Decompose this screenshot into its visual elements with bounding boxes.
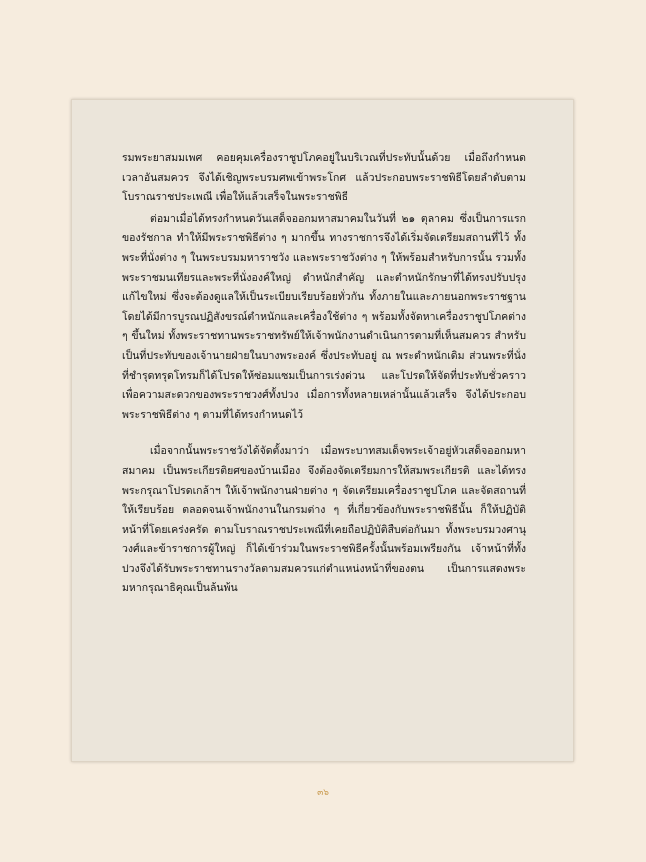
page-number: ๓๖ [317,788,329,798]
paragraph: เมื่อจากนั้นพระราชวังได้จัดตั้งมาว่า เมื่อพระบาทสมเด็จพระเจ้าอยู่หัวเสด็จออกมหาสมาคม เป็นพระเกียรติยศของบ้านเมือง จึงต้องจัดเตรียมการให้สมพระเกียรติ และได้ทรงพระกรุณาโปรดเกล้าฯ ให้เจ้าพนักงานฝ่ายต่าง ๆ จัดเตรียมเครื่องราชูปโภค และจัดสถานที่ให้เรียบร้อย ตลอดจนเจ้าพนักงานในกรมต่าง ๆ ที่เกี่ยวข้องกับพระราชพิธีนั้น ก็ให้ปฏิบัติหน้าที่โดยเคร่งครัด ตามโบราณราชประเพณีที่เคยถือปฏิบัติสืบต่อกันมา ทั้งพระบรมวงศานุวงศ์และข้าราชการผู้ใหญ่ ก็ได้เข้าร่วมในพระราชพิธีครั้งนั้นพร้อมเพรียงกัน เจ้าหน้าที่ทั้งปวงจึงได้รับพระราชทานรางวัลตามสมควรแก่ตำแหน่งหน้าที่ของตน เป็นการแสดงพระมหากรุณาธิคุณเป็นล้นพ้น [122,445,526,595]
document-page [71,99,574,762]
paragraph: รมพระยาสมมเพศ คอยคุมเครื่องราชูปโภคอยู่ในบริเวณที่ประทับนั้นด้วย เมื่อถึงกำหนดเวลาอันสมควร จึงได้เชิญพระบรมศพเข้าพระโกศ แล้วประกอบพระราชพิธีโดยลำดับตามโบราณราชประเพณี เพื่อให้แล้วเสร็จในพระราชพิธี [122,152,526,204]
document-body [122,149,526,599]
paragraph: ต่อมาเมื่อได้ทรงกำหนดวันเสด็จออกมหาสมาคมในวันที่ ๒๑ ตุลาคม ซึ่งเป็นการแรกของรัชกาล ทำให้มีพระราชพิธีต่าง ๆ มากขึ้น ทางราชการจึงได้เริ่มจัดเตรียมสถานที่ไว้ ทั้งพระที่นั่งต่าง ๆ ในพระบรมมหาราชวัง และพระราชวังต่าง ๆ ให้พร้อมสำหรับการนั้น รวมทั้งพระราชมนเทียรและพระที่นั่งองค์ใหญ่ ตำหนักสำคัญ และตำหนักรักษาที่ได้ทรงปรับปรุงแก้ไขใหม่ ซึ่งจะต้องดูแลให้เป็นระเบียบเรียบร้อยทั่วกัน ทั้งภายในและภายนอกพระราชฐาน โดยได้มีการบูรณปฏิสังขรณ์ตำหนักและเครื่องใช้ต่าง ๆ พร้อมทั้งจัดหาเครื่องราชูปโภคต่าง ๆ ขึ้นใหม่ ทั้งพระราชทานพระราชทรัพย์ให้เจ้าพนักงานดำเนินการตามที่เห็นสมควร สำหรับเป็นที่ประทับของเจ้านายฝ่ายในบางพระองค์ ซึ่งประทับอยู่ ณ พระตำหนักเดิม ส่วนพระที่นั่งที่ชำรุดทรุดโทรมก็ได้โปรดให้ซ่อมแซมเป็นการเร่งด่วน และโปรดให้จัดที่ประทับชั่วคราว เพื่อความสะดวกของพระราชวงศ์ทั้งปวง เมื่อการทั้งหลายเหล่านั้นแล้วเสร็จ จึงได้ประกอบพระราชพิธีต่าง ๆ ตามที่ได้ทรงกำหนดไว้ [122,212,526,421]
